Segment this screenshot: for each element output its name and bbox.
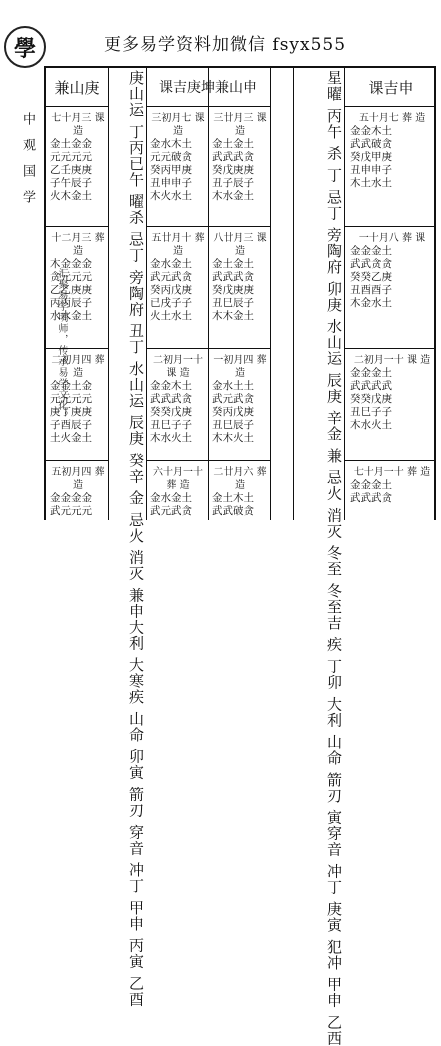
- side-slogan-text: 汇聚易学明师，传承易学文化。: [56, 268, 67, 422]
- chart-cell-r3c3b: 一初月四 葬 造 金水土土 武元武贪 癸丙戊庚 丑巳辰子 木木火土: [212, 355, 267, 444]
- site-logo: 學: [4, 26, 46, 68]
- page-header: 更多易学资料加微信 fsyx555: [104, 35, 347, 55]
- column-header-3: 课吉庚坤兼山申: [159, 80, 257, 96]
- chart-cell-r1c5: 五十月七 葬 造 金金木土 武武破贪 癸戊甲庚 丑申申子 木土水土: [350, 113, 426, 189]
- chart-cell-r2c3b: 八廿月三 课 造 金土金土 武武武贪 癸戊庚庚 丑巳辰子 木木金土: [212, 233, 267, 322]
- chart-cell-r4c1: 五初月四 葬 造 金金金金 武元元元: [50, 467, 105, 517]
- chart-cell-r2c3a: 五廿月十 葬 造 金水金土 武元武贪 癸丙戊庚 已戌子子 火土水土: [150, 233, 205, 322]
- side-brand-text: 中观国学: [20, 112, 35, 216]
- chart-cell-r4c3b: 二廿月六 葬 造 金土木土 武武破贪: [212, 467, 267, 517]
- almanac-table: [44, 66, 436, 1046]
- vertical-text-column-2: 庚山运 丁丙已午 曜杀 忌丁 旁陶府 丑丁 水山运 辰庚 癸辛 金 忌火 消灭 兼申大利 大寒疾 山命 卯寅 箭刃 穿音 冲丁 甲申 丙寅 乙酉: [127, 70, 145, 1008]
- chart-cell-r1c3b: 三廿月三 课 造 金土金土 武武武贪 癸戊庚庚 丑子辰子 木水金土: [212, 113, 267, 202]
- chart-cell-r3c3a: 二初月一十 课 造 金金木土 武武武贪 癸癸戊庚 丑巳子子 木水火土: [150, 355, 203, 444]
- chart-cell-r2c1: 十二月三 葬 造 木金金金 贪元元元 乙乙庚庚 丙丙辰子 水水金土: [50, 233, 105, 322]
- chart-cell-r3c1: 二初月四 葬 造 金金土金 元元元元 庚丁庚庚 子酉辰子 土火金土: [50, 355, 105, 444]
- column-header-1: 兼山庚: [54, 78, 100, 97]
- chart-cell-r4c3a: 六十月一十 葬 造 金水金土 武元武贪: [150, 467, 203, 517]
- chart-cell-r2c5: 一十月八 葬 课 金金金土 武武贪贪 癸癸乙庚 丑酉酉子 木金水土: [350, 233, 426, 309]
- chart-cell-r4c5: 七十月一十 葬 造 金金金土 武武武贪: [350, 467, 431, 504]
- vertical-text-column-4: 星曜 丙午 杀 丁 忌丁 旁陶府 卯庚 水山运 辰庚 辛金 兼 忌火 消灭 冬至 冬至吉 疾 丁卯 大利 山命 箭刃 寅穿音 冲丁 庚寅 犯冲 甲申 乙西: [325, 70, 343, 1046]
- chart-cell-r1c3a: 三初月七 课 造 金水木土 元元破贪 癸丙甲庚 丑申申子 木火水土: [150, 113, 205, 202]
- column-header-5: 课吉申: [368, 78, 414, 97]
- chart-cell-r1c1: 七十月三 课 造 金土金金 元元元元 乙壬庚庚 子午辰子 火木金土: [50, 113, 105, 202]
- chart-cell-r3c5: 二初月一十 课 造 金金金土 武武武武 癸癸戊庚 丑巳子子 木水火土: [350, 355, 431, 431]
